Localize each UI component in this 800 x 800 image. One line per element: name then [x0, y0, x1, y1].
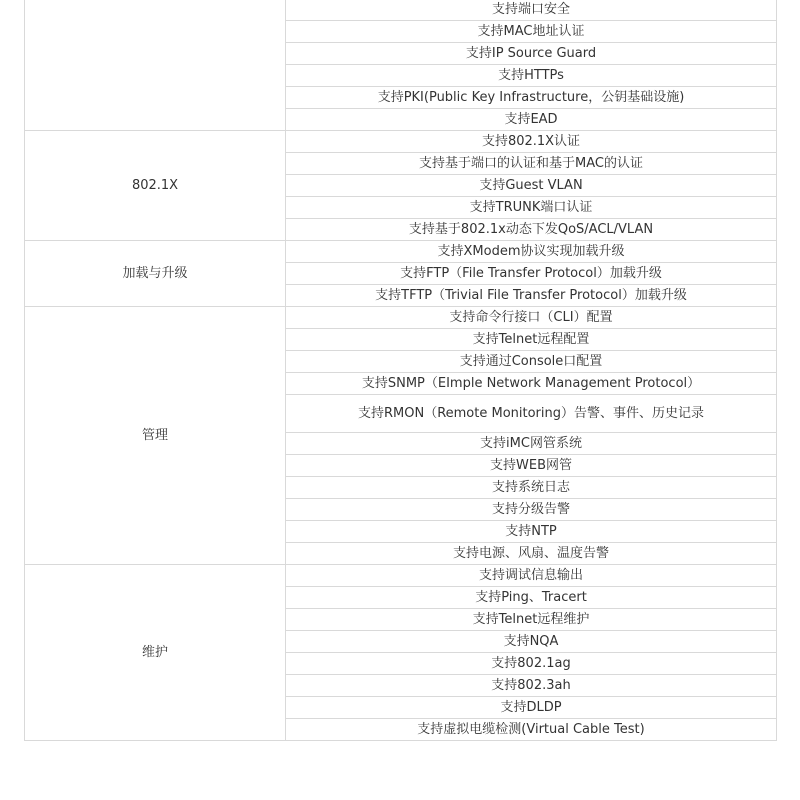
table-row [25, 565, 777, 587]
feature-cell: 支持FTP（File Transfer Protocol）加载升级 [286, 263, 777, 285]
feature-cell: 支持电源、风扇、温度告警 [286, 543, 777, 565]
feature-cell: 支持Ping、Tracert [286, 587, 777, 609]
category-cell: 加载与升级 [25, 241, 286, 307]
feature-cell: 支持802.1X认证 [286, 131, 777, 153]
feature-cell: 支持IP Source Guard [286, 43, 777, 65]
feature-spec-table-body [25, 0, 777, 741]
table-row [25, 241, 777, 263]
feature-cell: 支持XModem协议实现加载升级 [286, 241, 777, 263]
feature-cell: 支持系统日志 [286, 477, 777, 499]
feature-cell: 支持DLDP [286, 697, 777, 719]
feature-cell: 支持SNMP（EImple Network Management Protocol） [286, 373, 777, 395]
feature-cell: 支持Telnet远程配置 [286, 329, 777, 351]
feature-cell: 支持Guest VLAN [286, 175, 777, 197]
feature-cell: 支持802.3ah [286, 675, 777, 697]
feature-cell: 支持调试信息输出 [286, 565, 777, 587]
feature-cell: 支持虚拟电缆检测(Virtual Cable Test) [286, 719, 777, 741]
table-row [25, 0, 777, 21]
feature-cell: 支持WEB网管 [286, 455, 777, 477]
feature-cell: 支持分级告警 [286, 499, 777, 521]
feature-spec-table [24, 0, 777, 741]
feature-cell: 支持EAD [286, 109, 777, 131]
feature-cell: 支持端口安全 [286, 0, 777, 21]
feature-cell: 支持基于端口的认证和基于MAC的认证 [286, 153, 777, 175]
feature-cell: 支持802.1ag [286, 653, 777, 675]
feature-cell: 支持PKI(Public Key Infrastructure，公钥基础设施) [286, 87, 777, 109]
feature-cell: 支持TFTP（Trivial File Transfer Protocol）加载升级 [286, 285, 777, 307]
feature-cell: 支持TRUNK端口认证 [286, 197, 777, 219]
feature-cell: 支持iMC网管系统 [286, 433, 777, 455]
category-cell: 管理 [25, 307, 286, 565]
feature-cell: 支持通过Console口配置 [286, 351, 777, 373]
feature-cell: 支持Telnet远程维护 [286, 609, 777, 631]
category-cell: 维护 [25, 565, 286, 741]
feature-cell: 支持MAC地址认证 [286, 21, 777, 43]
category-cell [25, 0, 286, 131]
table-row [25, 307, 777, 329]
table-row [25, 131, 777, 153]
feature-cell: 支持RMON（Remote Monitoring）告警、事件、历史记录 [286, 395, 777, 433]
category-cell: 802.1X [25, 131, 286, 241]
feature-cell: 支持基于802.1x动态下发QoS/ACL/VLAN [286, 219, 777, 241]
feature-cell: 支持NQA [286, 631, 777, 653]
feature-cell: 支持NTP [286, 521, 777, 543]
feature-cell: 支持HTTPs [286, 65, 777, 87]
feature-cell: 支持命令行接口（CLI）配置 [286, 307, 777, 329]
